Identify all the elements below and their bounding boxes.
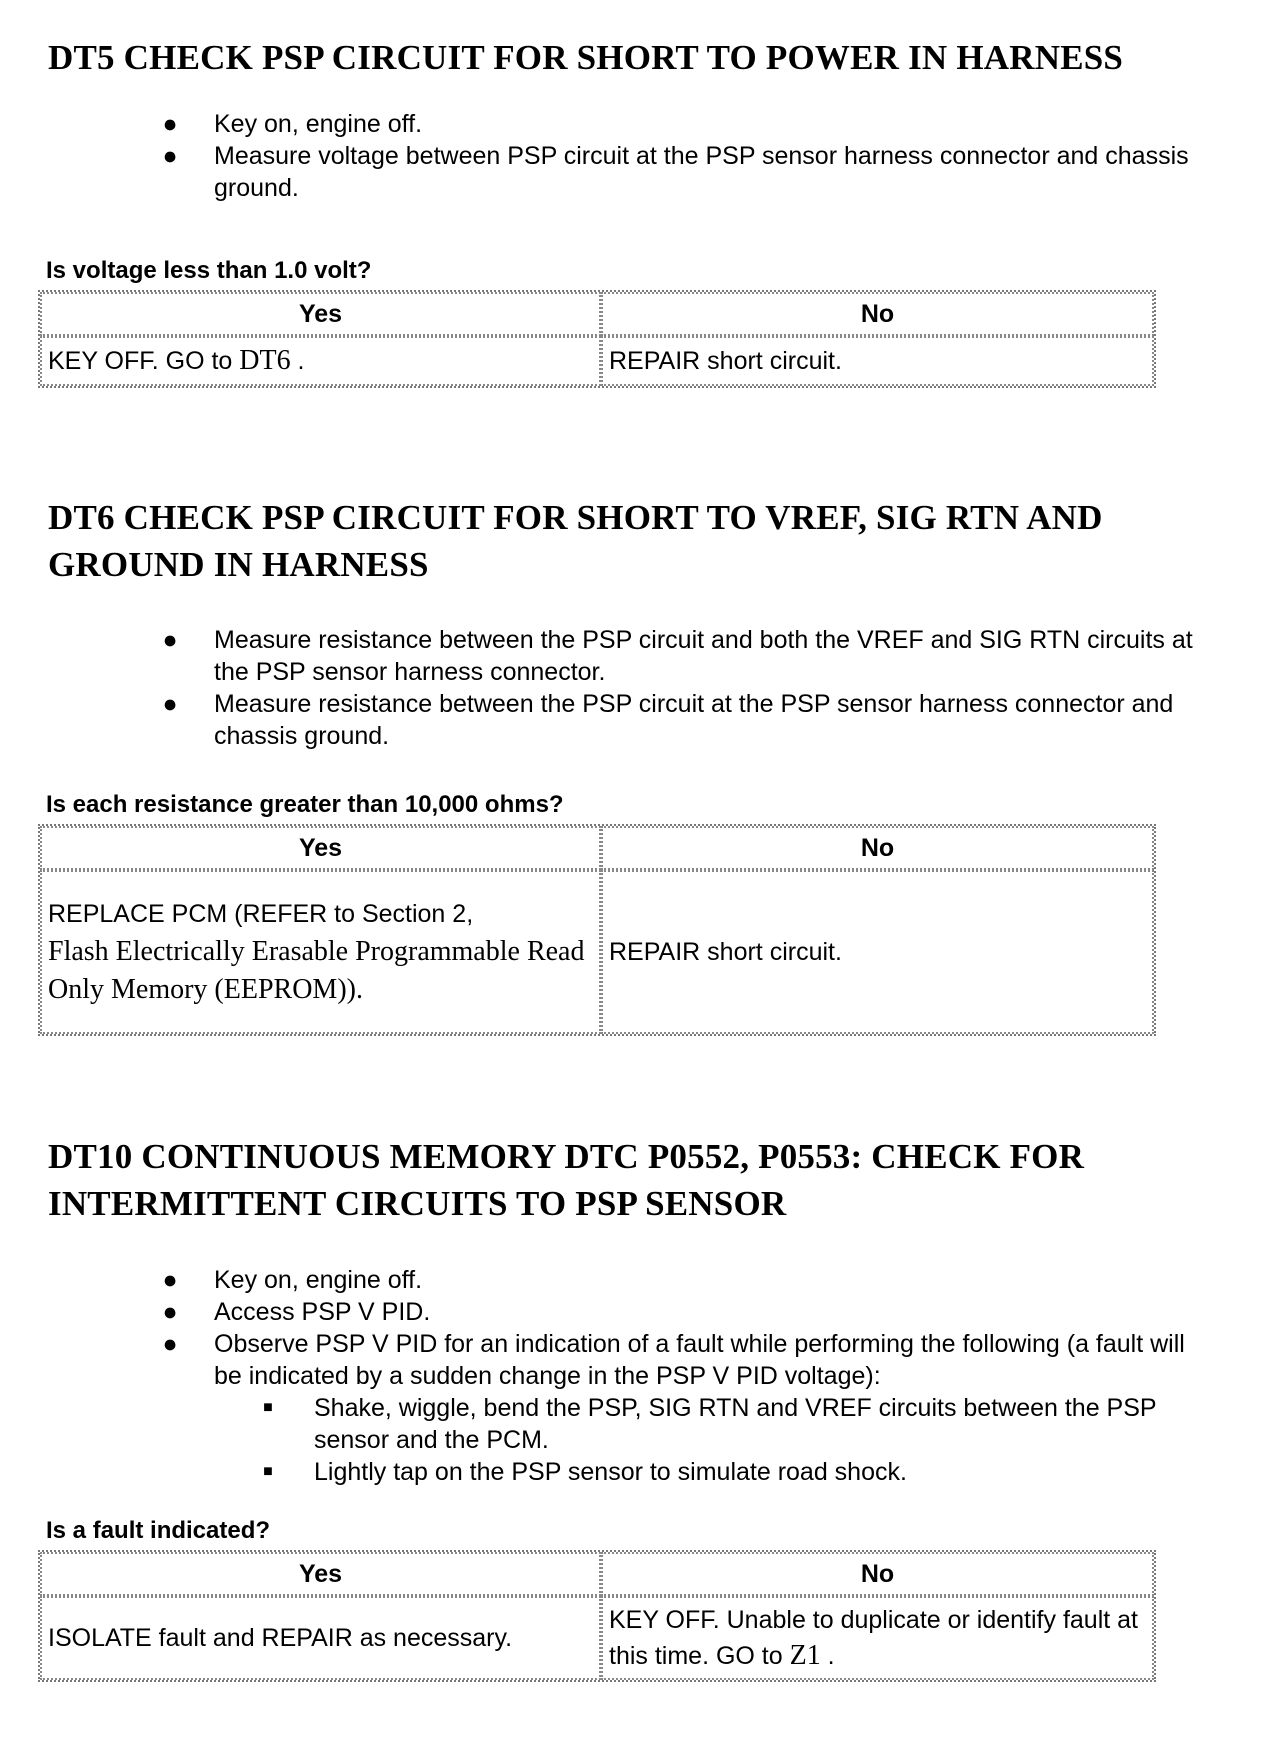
square-bullet-icon: ■ bbox=[263, 1463, 273, 1480]
no-header: No bbox=[601, 1552, 1154, 1596]
yes-header: Yes bbox=[40, 1552, 601, 1596]
list-item: ● Observe PSP V PID for an indication of a fault while performing the following (a fault will be indicated by a sudden change in the PSP V PID voltage): ■ Shake, wiggle, bend the PSP, SIG RTN and VREF circuits between the PSP sensor and the PCM. ■ Lightly tap on the PSP sensor to simulate road shock. bbox=[0, 1328, 1214, 1488]
result-table bbox=[38, 824, 1156, 1036]
result-table bbox=[38, 1550, 1156, 1682]
yes-cell: KEY OFF. GO to DT6 . bbox=[40, 336, 601, 386]
yes-header: Yes bbox=[40, 826, 601, 870]
step-list bbox=[0, 624, 1280, 752]
yes-cell: REPLACE PCM (REFER to Section 2, Flash Electrically Erasable Programmable Read Only Memory (EEPROM)). bbox=[40, 870, 601, 1034]
step-list bbox=[0, 1264, 1280, 1488]
no-cell: REPAIR short circuit. bbox=[601, 336, 1154, 386]
bullet-icon: ● bbox=[162, 626, 178, 654]
bullet-icon: ● bbox=[162, 142, 178, 170]
list-item: ■ Lightly tap on the PSP sensor to simulate road shock. bbox=[214, 1456, 1214, 1488]
sub-step-list bbox=[214, 1392, 1214, 1488]
list-item: ● Key on, engine off. bbox=[0, 1264, 1214, 1296]
list-item: ● Measure resistance between the PSP circuit and both the VREF and SIG RTN circuits at the PSP sensor harness connector. bbox=[0, 624, 1214, 688]
link-eeprom[interactable]: Flash Electrically Erasable Programmable Read Only Memory (EEPROM) bbox=[48, 936, 585, 1005]
section-heading: DT6 CHECK PSP CIRCUIT FOR SHORT TO VREF, SIG RTN AND GROUND IN HARNESS bbox=[48, 498, 1103, 584]
question-text: Is each resistance greater than 10,000 ohms? bbox=[46, 791, 564, 818]
bullet-icon: ● bbox=[162, 1266, 178, 1294]
no-cell: KEY OFF. Unable to duplicate or identify fault at this time. GO to Z1 . bbox=[601, 1596, 1154, 1680]
no-header: No bbox=[601, 292, 1154, 336]
bullet-icon: ● bbox=[162, 1330, 178, 1358]
no-header: No bbox=[601, 826, 1154, 870]
list-item: ● Access PSP V PID. bbox=[0, 1296, 1214, 1328]
step-list bbox=[0, 108, 1280, 204]
bullet-icon: ● bbox=[162, 110, 178, 138]
result-table bbox=[38, 290, 1156, 388]
list-item: ● Key on, engine off. bbox=[0, 108, 1214, 140]
link-z1[interactable]: Z1 bbox=[789, 1640, 821, 1671]
question-text: Is voltage less than 1.0 volt? bbox=[46, 257, 372, 284]
list-item: ■ Shake, wiggle, bend the PSP, SIG RTN and VREF circuits between the PSP sensor and the PCM. bbox=[214, 1392, 1214, 1456]
yes-cell: ISOLATE fault and REPAIR as necessary. bbox=[40, 1596, 601, 1680]
section-heading: DT10 CONTINUOUS MEMORY DTC P0552, P0553: CHECK FOR INTERMITTENT CIRCUITS TO PSP SENSOR bbox=[48, 1137, 1085, 1223]
yes-header: Yes bbox=[40, 292, 601, 336]
question-text: Is a fault indicated? bbox=[46, 1517, 271, 1544]
list-item: ● Measure voltage between PSP circuit at the PSP sensor harness connector and chassis ground. bbox=[0, 140, 1214, 204]
list-item: ● Measure resistance between the PSP circuit at the PSP sensor harness connector and chassis ground. bbox=[0, 688, 1214, 752]
no-cell: REPAIR short circuit. bbox=[601, 870, 1154, 1034]
section-heading: DT5 CHECK PSP CIRCUIT FOR SHORT TO POWER IN HARNESS bbox=[48, 38, 1124, 77]
square-bullet-icon: ■ bbox=[263, 1399, 273, 1416]
bullet-icon: ● bbox=[162, 1298, 178, 1326]
link-dt6[interactable]: DT6 bbox=[239, 345, 291, 376]
bullet-icon: ● bbox=[162, 690, 178, 718]
